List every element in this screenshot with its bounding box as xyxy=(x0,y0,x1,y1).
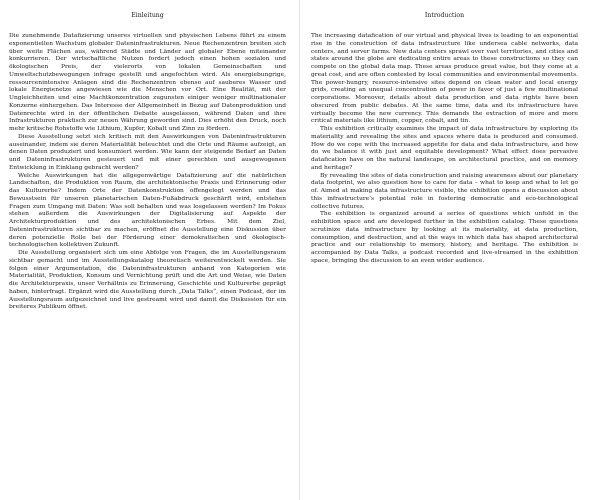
paragraph: The exhibition is organized around a series of questions which unfold in the exhibition space and are developed further in the exhibition catalog. These questions scrutinize data infrastructure by looking at its materiality, at data production, consumption, and destruction, and at the ways in which data has shaped architectural practice and our relationship to memory, history, and heritage. The exhibition is accompanied by Data Talks, a podcast recorded and live-streamed in the exhibition space, bringing the discussion to an even wider audience. xyxy=(311,211,578,264)
paragraph: Die zunehmende Datafizierung unseres virtuellen und physischen Lebens führt zu einem exponentiellen Wachstum globaler Dateninfrastrukturen. Neue Rechenzentren breiten sich über weite Flächen aus, während Städte und Länder auf globaler Ebene miteinander konkurrieren. Der wirtschaftliche Nutzen fordert jedoch einen hohen sozialen und ökologischen Preis, der vielerorts von lokalen Gemeinschaften und Umweltschutzbewegungen infrage gestellt und angefochten wird. Als energiebungrige, ressourcenintensive Anlagen sind die Rechenzentren ebenso auf sauberes Wasser und lokale Energienetze angewiesen wie die Menschen vor Ort. Eine Realität, mit der Ungleichheiten und eine Machtkonzentration zugunsten einiger weniger multinationaler Konzerne einhergehen. Das Interesse der Allgemeinheit in Bezug auf Datenproduktion und Datenrechte wird in der öffentlichen Debatte ausgelassen, während Daten und ihre Infrastrukturen praktisch zur neuen Währung geworden sind. Dies erhöht den Druck, noch mehr kritische Rohstoffe wie Lithium, Kupfer, Kobalt und Zinn zu fördern. xyxy=(9,33,286,132)
right-page xyxy=(300,0,600,500)
paragraph: Welche Auswirkungen hat die allgegenwärtige Datafizierung auf die natürlichen Landschaften, die Produktion von Raum, die architektonische Praxis und Erinnerung oder das Kulturerbe? Indem Orte der Datenkonstruktion offengelegt werden und das Bewusstsein für unseren planetarischen Daten-Fußabdruck geschärft wird, entstehen Fragen zum Umgang mit Daten: Was soll behalten und was losgelassen werden? Im Fokus stehen außerdem die Auswirkungen der Digitalisierung auf Aspekte der Architekturproduktion und des architektonischen Erbes. Mit dem Ziel, Dateninfrastrukturen sichtbar zu machen, eröffnet die Ausstellung eine Diskussion über deren potenzielle Rolle bei der Förderung einer demokratischen und ökologisch-technologischen kollektiven Zukunft. xyxy=(9,172,286,249)
paragraph: By revealing the sites of data construction and raising awareness about our planetary data footprint, we also question how to care for data – what to keep and what to let go of. Aimed at making data infrastructure visible, the exhibition opens a discussion about this infrastructure’s potential role in fostering democratic and eco-technological collective futures. xyxy=(311,172,578,210)
page-gutter xyxy=(299,0,300,500)
paragraph: The increasing datafication of our virtual and physical lives is leading to an exponential rise in the construction of data infrastructure like undersea cable networks, data centers, and server farms. New data centers sprawl over vast territories, and cities and states around the globe are dedicating entire areas to these constructions so they can compete on the global data map. These areas produce great value, but they come at a great cost, and are often contested by local communities and environmental movements. The power-hungry, resource-intensive sites depend on clean water and local energy grids, creating an unequal concentration of power in favor of just a few multinational corporations. Moreover, details about data production and data rights have been obscured from public debates. At the same time, data and its infrastructure have virtually become the new currency. This demands the extraction of more and more critical materials like lithium, copper, cobalt, and tin. xyxy=(311,33,578,125)
page-title-left: Einleitung xyxy=(131,12,164,19)
paragraph: This exhibition critically examines the impact of data infrastructure by exploring its materiality and revealing the sites and spaces where data is produced and consumed. How do we cope with the increased appetite for data and data infrastructure, and how do we balance it with just and equitable development? What effect does pervasive datafication have on the natural landscape, on architectural practice, and on memory and heritage? xyxy=(311,126,578,171)
page-body-right xyxy=(311,33,578,266)
page-title-right: Introduction xyxy=(424,12,465,19)
paragraph: Diese Ausstellung setzt sich kritisch mit den Auswirkungen von Dateninfrastrukturen auseinander, indem sie deren Materialität beleuchtet und die Orte und Räume aufzeigt, an denen Daten produziert und konsumiert werden. Wie kann der steigende Bedarf an Daten und Dateninfrastrukturen gesteuert und mit einer gerechten und ausgewogenen Entwicklung in Einklang gebracht werden? xyxy=(9,133,286,171)
paragraph: Die Ausstellung organisiert sich um eine Abfolge von Fragen, die im Ausstellungsraum sichtbar gemacht und im Ausstellungskatalog theoretisch weiterentwickelt werden. Sie folgen einer Argumentation, die Dateninfrastrukturen anhand von Kategorien wie Materialität, Produktion, Konsum und Vernichtung prüft und die Art und Weise, wie Daten die Architekturpraxis, unser Verhältnis zu Erinnerung, Geschichte und Kulturerbe geprägt haben, hinterfragt. Ergänzt wird die Ausstellung durch „Data Talks“, einen Podcast, der im Ausstellungsraum aufgezeichnet und live gestreamt wird und damit die Diskussion für ein breiteres Publikum öffnet. xyxy=(9,250,286,311)
page-body-left xyxy=(9,33,286,312)
